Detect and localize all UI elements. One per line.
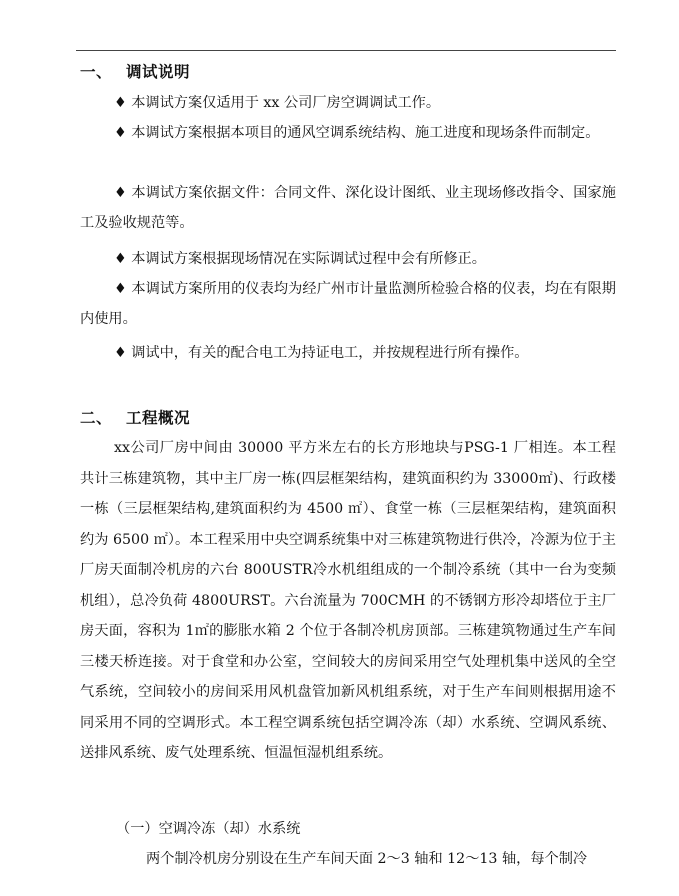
continuation-line: 两个制冷机房分别设在生产车间天面 2～3 轴和 12～13 轴，每个制冷	[146, 851, 588, 867]
bullet-2: ♦ 本调试方案根据本项目的通风空调系统结构、施工进度和现场条件而制定。	[114, 125, 600, 141]
section-1-title: 调试说明	[126, 63, 191, 81]
section-1-heading	[80, 60, 190, 82]
section-2-title: 工程概况	[126, 409, 191, 427]
overview-paragraph: xx公司厂房中间由 30000 平方米左右的长方形地块与PSG-1 厂相连。本工程共计三栋建筑物，其中主厂房一栋(四层框架结构，建筑面积约为 33000㎡)、行政楼一栋（三层框架结构,建筑面积约为 4500 ㎡）、食堂一栋（三层框架结构，建筑面积约为 6500 ㎡）。本工程采用中央空调系统集中对三栋建筑物进行供冷，冷源为位于主厂房天面制冷机房的六台 800USTR冷水机组组成的一个制冷系统（其中一台为变频机组），总冷负荷 4800URST。六台流量为 700CMH 的不锈钢方形冷却塔位于主厂房天面，容积为 1㎡的膨胀水箱 2 个位于各制冷机房顶部。三栋建筑物通过生产车间三楼天桥连接。对于食堂和办公室，空间较大的房间采用空气处理机集中送风的全空气系统，空间较小的房间采用风机盘管加新风机组系统，对于生产车间则根据用途不同采用不同的空调形式。本工程空调系统包括空调冷冻（却）水系统、空调风系统、送排风系统、废气处理系统、恒温恒湿机组系统。	[80, 440, 616, 761]
bullet-6: ♦ 调试中，有关的配合电工为持证电工，并按规程进行所有操作。	[114, 345, 529, 361]
bullet-3: ♦ 本调试方案依据文件：合同文件、深化设计图纸、业主现场修改指令、国家施工及验收规范等。	[80, 185, 616, 231]
bullet-1: ♦ 本调试方案仅适用于 xx 公司厂房空调调试工作。	[114, 95, 441, 111]
section-2-heading	[80, 406, 190, 428]
bullet-4: ♦ 本调试方案根据现场情况在实际调试过程中会有所修正。	[114, 251, 486, 267]
bullet-5: ♦ 本调试方案所用的仪表均为经广州市计量监测所检验合格的仪表，均在有限期内使用。	[80, 281, 616, 327]
subsection-heading: （一）空调冷冻（却）水系统	[116, 821, 301, 837]
section-1-number: 一、	[80, 63, 113, 81]
section-2-number: 二、	[80, 409, 113, 427]
header-rule	[76, 50, 616, 51]
